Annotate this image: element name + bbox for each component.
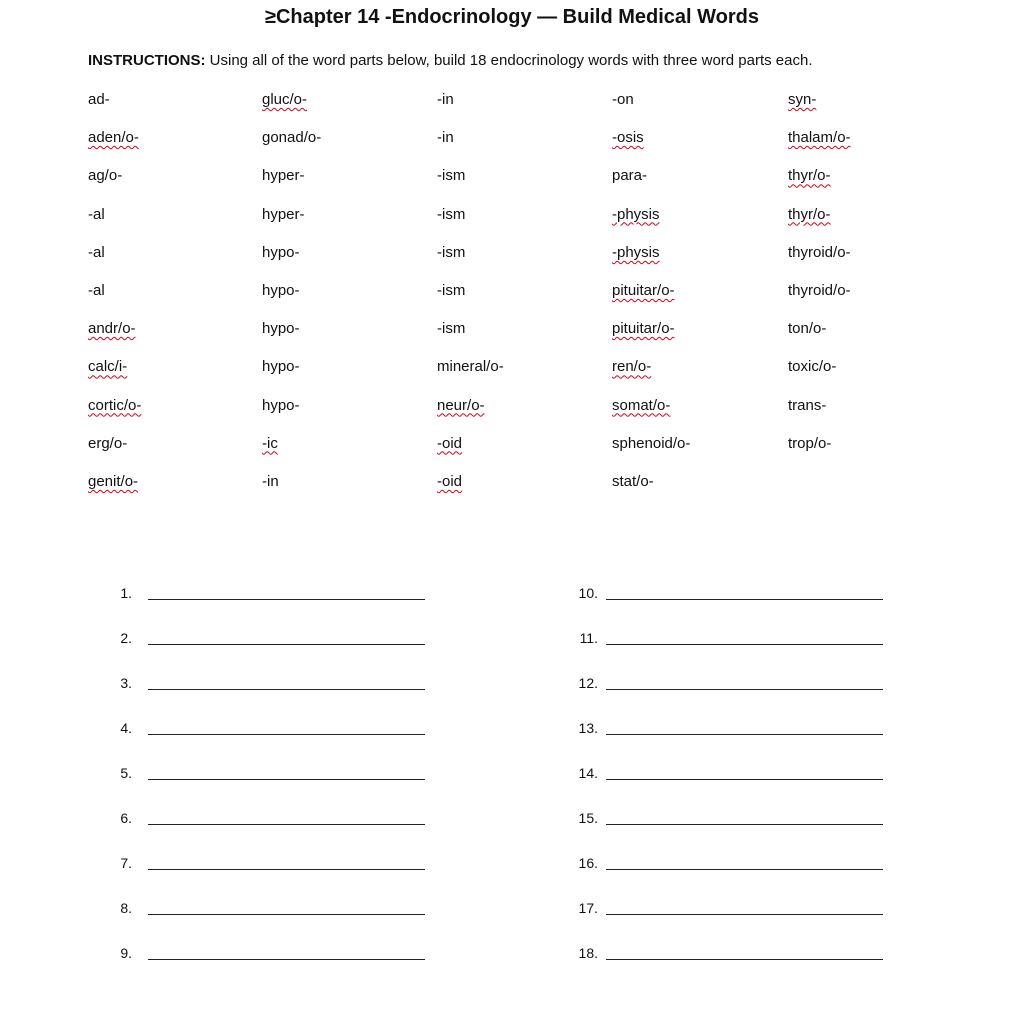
word-part: calc/i- (88, 358, 128, 376)
answer-blank-line[interactable] (606, 914, 883, 915)
answer-blank-line[interactable] (606, 644, 883, 645)
answer-number: 18. (578, 945, 598, 961)
word-part: hypo- (262, 243, 300, 261)
word-part: andr/o- (88, 320, 136, 338)
instructions-lead: INSTRUCTIONS: (88, 52, 206, 69)
page-title: ≥Chapter 14 -Endocrinology — Build Medical Words (265, 6, 759, 28)
word-part: -oid (437, 472, 463, 490)
answer-number: 16. (578, 855, 598, 871)
answer-blank-line[interactable] (606, 869, 883, 870)
answer-number: 10. (578, 585, 598, 601)
word-part: erg/o- (88, 434, 128, 452)
word-parts-column-2 (262, 90, 321, 510)
answer-number: 12. (578, 675, 598, 691)
answer-blank-line[interactable] (148, 734, 425, 735)
answer-number: 7. (120, 855, 132, 871)
word-part: -ism (437, 167, 466, 185)
word-part: -in (262, 472, 279, 490)
word-part: trop/o- (788, 434, 832, 452)
answer-blank-line[interactable] (148, 599, 425, 600)
word-part: toxic/o- (788, 358, 837, 376)
word-part: thyroid/o- (788, 281, 851, 299)
answer-blank-line[interactable] (148, 644, 425, 645)
word-part: hyper- (262, 205, 305, 223)
answer-number: 3. (120, 675, 132, 691)
answer-blank-line[interactable] (606, 824, 883, 825)
word-part: gluc/o- (262, 91, 308, 108)
answer-number: 15. (578, 810, 598, 826)
answer-number: 17. (578, 900, 598, 916)
answer-blank-line[interactable] (606, 734, 883, 735)
word-part: -in (437, 91, 454, 108)
word-part: ad- (88, 91, 110, 108)
word-part: aden/o- (88, 129, 139, 147)
word-part: -al (88, 243, 105, 261)
word-part: hypo- (262, 396, 300, 414)
word-part: -osis (612, 129, 644, 147)
word-part: -ism (437, 281, 466, 299)
answer-number: 1. (120, 585, 132, 601)
word-part: -in (437, 129, 454, 147)
word-part: ton/o- (788, 320, 827, 338)
word-part: -oid (437, 434, 463, 452)
word-part: hypo- (262, 281, 300, 299)
word-part: -physis (612, 243, 660, 261)
word-part: -ic (262, 434, 278, 452)
word-parts-column-4 (612, 90, 690, 510)
answer-blank-line[interactable] (148, 914, 425, 915)
word-part: -ism (437, 320, 466, 338)
answer-blank-line[interactable] (606, 959, 883, 960)
answer-blank-line[interactable] (148, 779, 425, 780)
word-parts-column-1 (88, 90, 141, 510)
word-part: somat/o- (612, 396, 671, 414)
answer-blank-line[interactable] (606, 599, 883, 600)
answer-blank-line[interactable] (606, 689, 883, 690)
word-part: para- (612, 167, 648, 185)
word-part: hypo- (262, 358, 300, 376)
word-part: -al (88, 205, 105, 223)
instructions-text: Using all of the word parts below, build 18 endocrinology words with three word parts each. (205, 52, 813, 69)
answer-number: 4. (120, 720, 132, 736)
word-part: gonad/o- (262, 129, 322, 147)
answer-number: 5. (120, 765, 132, 781)
answer-number: 8. (120, 900, 132, 916)
word-part: ag/o- (88, 167, 123, 185)
answer-blank-line[interactable] (148, 869, 425, 870)
answer-number: 2. (120, 630, 132, 646)
answer-blank-line[interactable] (148, 824, 425, 825)
word-part: trans- (788, 396, 827, 414)
word-part: -al (88, 281, 105, 299)
word-parts-column-3 (437, 90, 504, 510)
word-part: cortic/o- (88, 396, 142, 414)
answer-blank-line[interactable] (148, 689, 425, 690)
word-part: stat/o- (612, 472, 654, 490)
word-part: neur/o- (437, 396, 485, 414)
instructions (88, 52, 813, 69)
answer-number: 14. (578, 765, 598, 781)
word-part: pituitar/o- (612, 320, 675, 338)
word-part: thyroid/o- (788, 243, 851, 261)
word-part: sphenoid/o- (612, 434, 691, 452)
answer-number: 13. (578, 720, 598, 736)
word-part: genit/o- (88, 472, 139, 490)
word-part: mineral/o- (437, 358, 504, 376)
word-parts-column-5 (788, 90, 851, 472)
word-part: thyr/o- (788, 205, 831, 223)
word-part: pituitar/o- (612, 281, 675, 299)
answer-number: 6. (120, 810, 132, 826)
word-part: -ism (437, 243, 466, 261)
answer-number: 9. (120, 945, 132, 961)
word-part: -on (612, 91, 634, 108)
word-part: syn- (788, 91, 817, 108)
word-part: -ism (437, 205, 466, 223)
word-part: hypo- (262, 320, 300, 338)
word-part: -physis (612, 205, 660, 223)
word-part: thyr/o- (788, 167, 831, 185)
answer-number: 11. (579, 630, 598, 646)
word-part: ren/o- (612, 358, 652, 376)
answer-blank-line[interactable] (606, 779, 883, 780)
word-part: thalam/o- (788, 129, 851, 147)
answer-blank-line[interactable] (148, 959, 425, 960)
word-part: hyper- (262, 167, 305, 185)
